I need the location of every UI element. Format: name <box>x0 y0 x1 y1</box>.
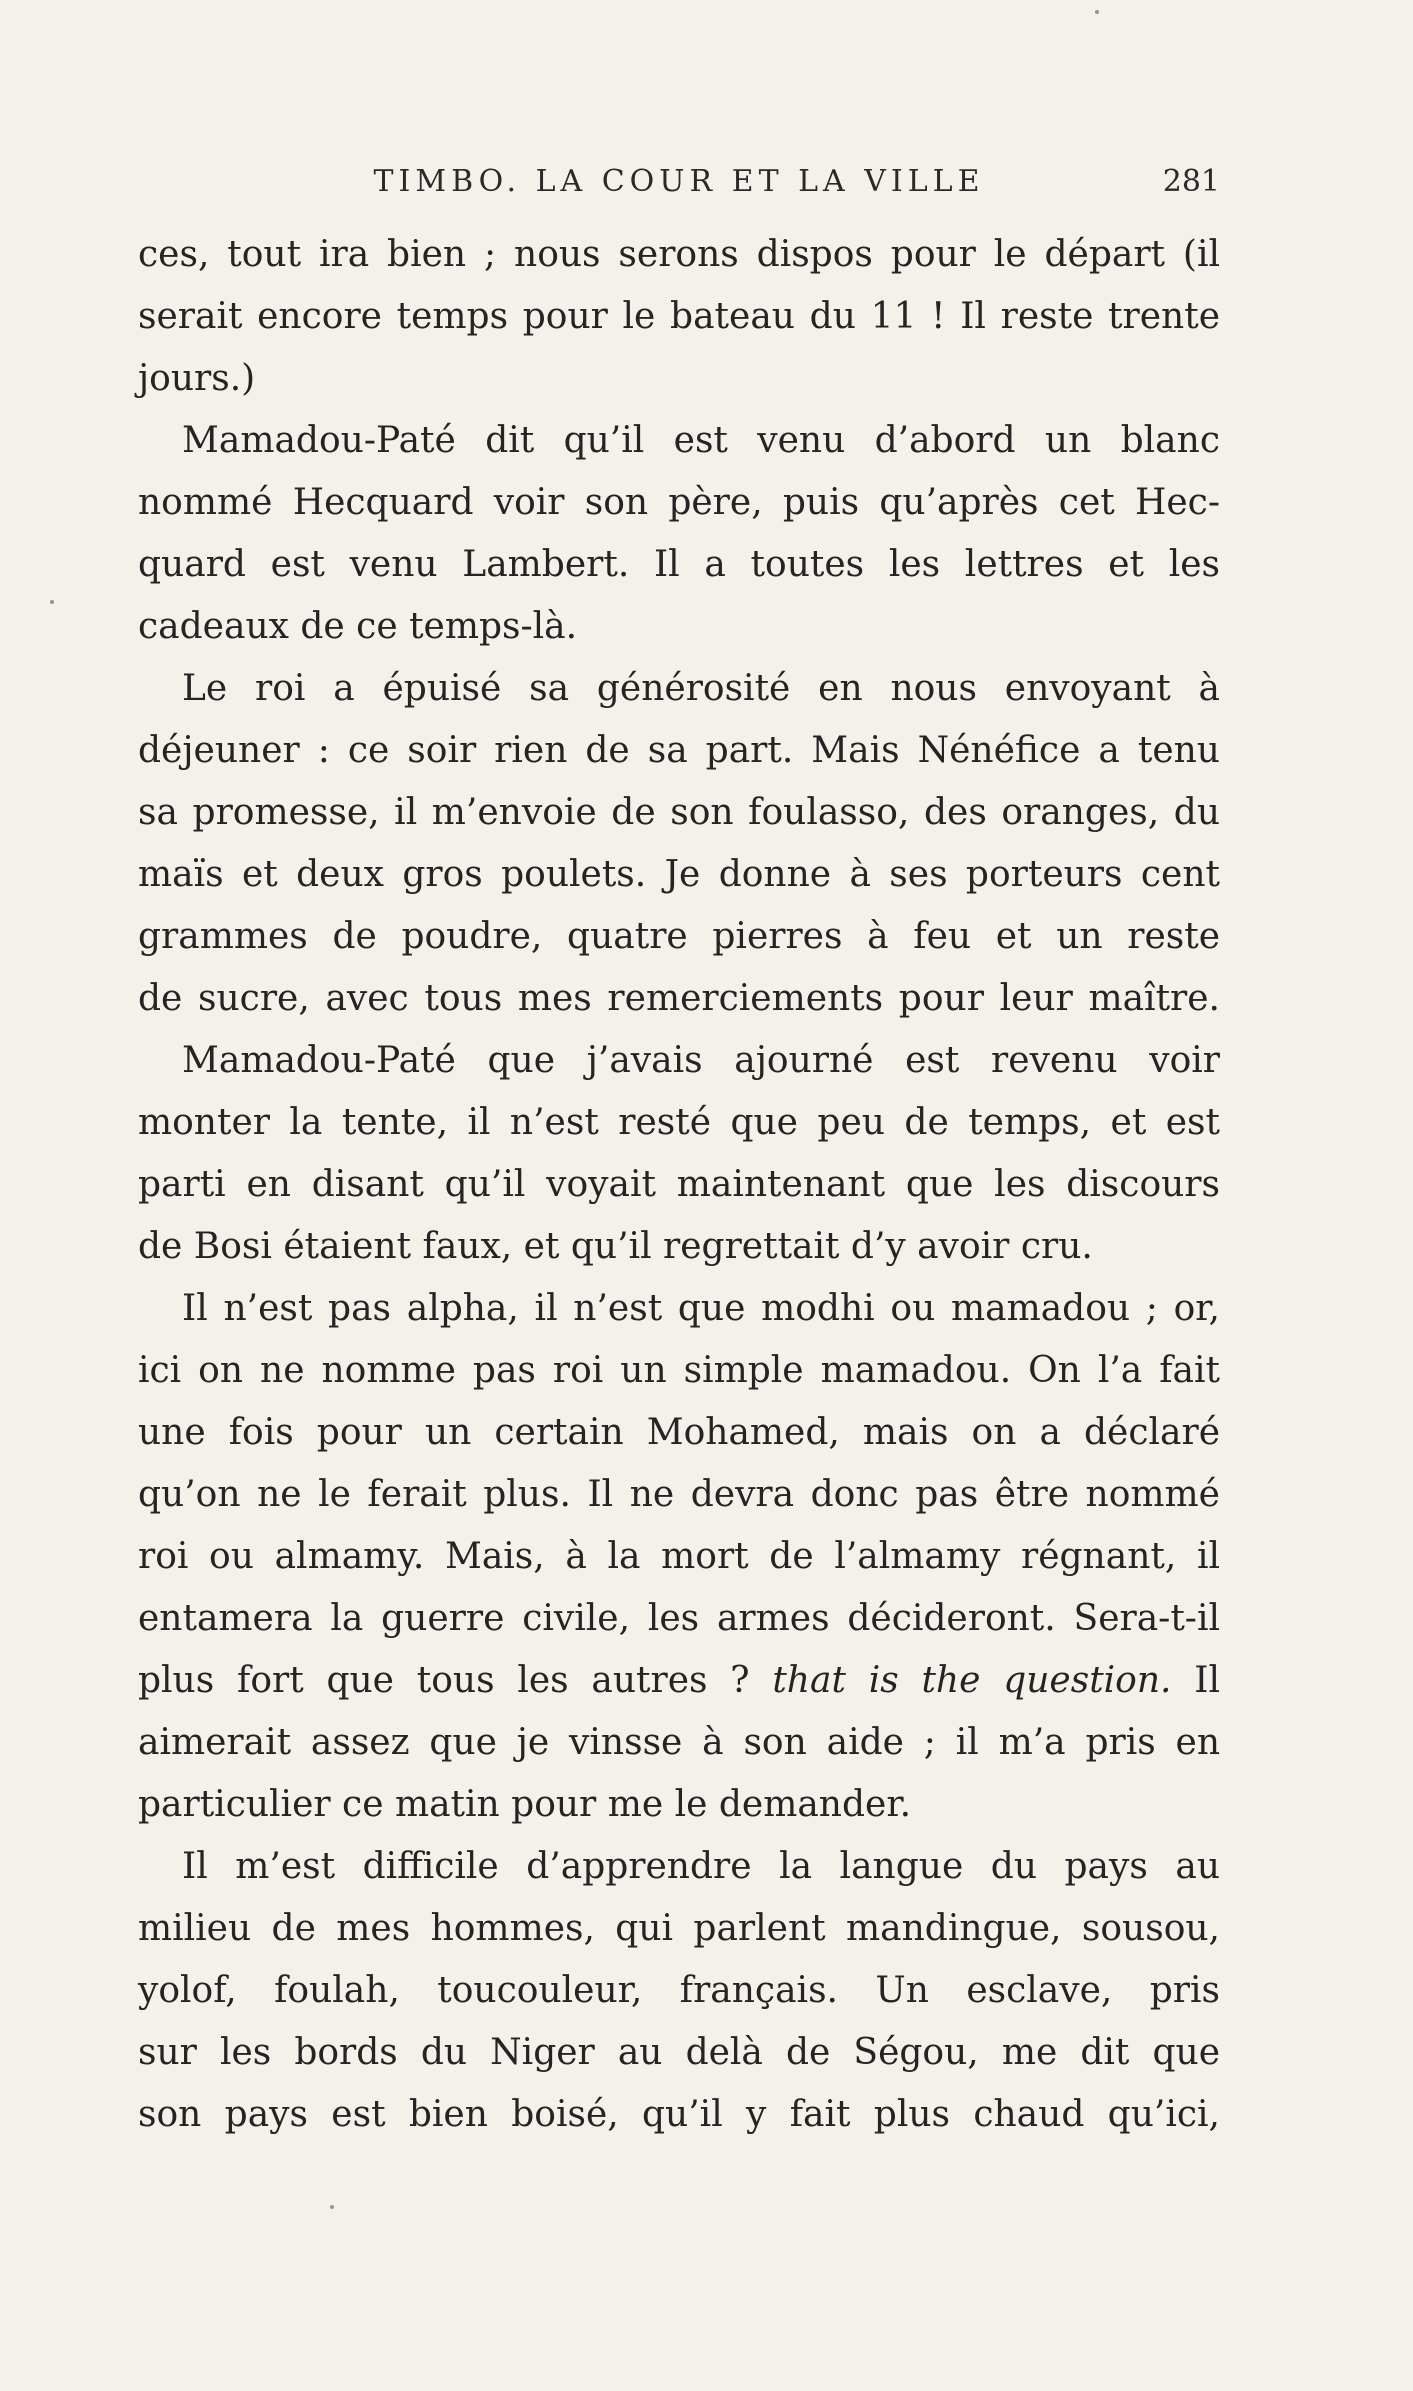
text-run: Il <box>1171 1660 1220 1701</box>
text-line: entamera la guerre civile, les armes décideront. Sera-t-il <box>138 1598 1220 1639</box>
running-title: TIMBO. LA COUR ET LA VILLE <box>373 164 985 199</box>
page-number: 281 <box>1162 164 1220 199</box>
italic-phrase: that is the question. <box>772 1660 1172 1701</box>
text-line: quard est venu Lambert. Il a toutes les lettres et les <box>138 544 1220 585</box>
text-line: cadeaux de ce temps-là. <box>138 606 578 647</box>
text-line: Le roi a épuisé sa générosité en nous envoyant à <box>182 668 1220 709</box>
text-line: maïs et deux gros poulets. Je donne à ses porteurs cent <box>138 854 1220 895</box>
text-line: déjeuner : ce soir rien de sa part. Mais Nénéfice a tenu <box>138 730 1220 771</box>
text-line: ici on ne nomme pas roi un simple mamadou. On l’a fait <box>138 1350 1220 1391</box>
text-line: roi ou almamy. Mais, à la mort de l’almamy régnant, il <box>138 1536 1220 1577</box>
text-line: milieu de mes hommes, qui parlent mandingue, sousou, <box>138 1908 1220 1949</box>
text-line: son pays est bien boisé, qu’il y fait plus chaud qu’ici, <box>138 2094 1220 2135</box>
text-line: Mamadou-Paté dit qu’il est venu d’abord un blanc <box>182 420 1220 461</box>
text-line: sur les bords du Niger au delà de Ségou, me dit que <box>138 2032 1220 2073</box>
text-line: de Bosi étaient faux, et qu’il regrettait d’y avoir cru. <box>138 1226 1093 1267</box>
paper-speck <box>1095 10 1099 14</box>
text-line: jours.) <box>138 358 256 399</box>
body-text <box>138 224 1220 2146</box>
text-line: aimerait assez que je vinsse à son aide ; il m’a pris en <box>138 1722 1220 1763</box>
text-line: Il m’est difficile d’apprendre la langue du pays au <box>182 1846 1220 1887</box>
text-line-with-italic <box>138 1650 1220 1712</box>
text-line: une fois pour un certain Mohamed, mais on a déclaré <box>138 1412 1220 1453</box>
text-line: yolof, foulah, toucouleur, français. Un esclave, pris <box>138 1970 1220 2011</box>
text-line: Il n’est pas alpha, il n’est que modhi ou mamadou ; or, <box>182 1288 1220 1329</box>
running-head <box>138 160 1220 208</box>
text-line: parti en disant qu’il voyait maintenant que les discours <box>138 1164 1220 1205</box>
text-line: ces, tout ira bien ; nous serons dispos pour le départ (il <box>138 234 1220 275</box>
text-line: grammes de poudre, quatre pierres à feu et un reste <box>138 916 1220 957</box>
text-line: sa promesse, il m’envoie de son foulasso, des oranges, du <box>138 792 1220 833</box>
text-line: Mamadou-Paté que j’avais ajourné est revenu voir <box>182 1040 1220 1081</box>
paper-speck <box>50 600 54 604</box>
text-line: nommé Hecquard voir son père, puis qu’après cet Hec- <box>138 482 1220 523</box>
text-line: de sucre, avec tous mes remerciements pour leur maître. <box>138 978 1220 1019</box>
text-run: plus fort que tous les autres ? <box>138 1660 773 1701</box>
text-line: particulier ce matin pour me le demander. <box>138 1784 912 1825</box>
text-line: monter la tente, il n’est resté que peu de temps, et est <box>138 1102 1220 1143</box>
text-line: qu’on ne le ferait plus. Il ne devra donc pas être nommé <box>138 1474 1220 1515</box>
paper-speck <box>330 2205 334 2209</box>
text-line: serait encore temps pour le bateau du 11 ! Il reste trente <box>138 296 1220 337</box>
